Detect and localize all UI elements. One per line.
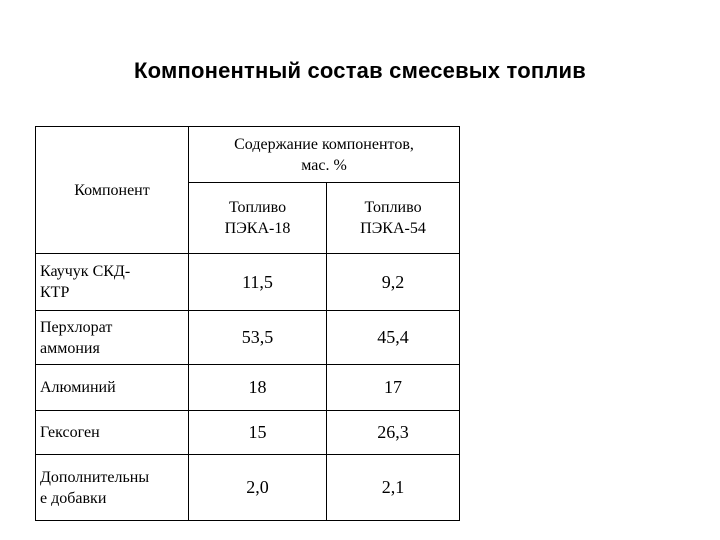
- table-row: [36, 311, 460, 365]
- header-fuel-2: [327, 183, 460, 254]
- header-fuel-1: [189, 183, 327, 254]
- value-fuel-2: 9,2: [327, 254, 460, 311]
- header-fuel-2-line2: ПЭКА-54: [360, 220, 426, 237]
- table-row: [36, 254, 460, 311]
- value-fuel-1: 53,5: [189, 311, 327, 365]
- value-fuel-2: 26,3: [327, 411, 460, 455]
- table-row: [36, 365, 460, 411]
- header-component: [36, 127, 189, 254]
- header-fuel-2-line1: Топливо: [364, 199, 422, 216]
- header-component-label: Компонент: [74, 181, 150, 199]
- component-name-line1: Дополнительны: [40, 468, 150, 486]
- component-name-line1: Каучук СКД-: [40, 263, 131, 280]
- component-name: [36, 411, 189, 455]
- page-title: Компонентный состав смесевых топлив: [134, 58, 586, 83]
- value-fuel-1: 15: [189, 411, 327, 455]
- table-row: [36, 411, 460, 455]
- header-row-top: [36, 127, 460, 183]
- table-row: [36, 455, 460, 521]
- component-name-line2: аммония: [40, 339, 100, 357]
- header-fuel-1-line1: Топливо: [228, 199, 287, 216]
- value-fuel-2: 17: [327, 365, 460, 411]
- component-name: [36, 254, 189, 311]
- component-name: [36, 311, 189, 365]
- value-fuel-1: 11,5: [189, 254, 327, 311]
- value-fuel-2: 45,4: [327, 311, 460, 365]
- component-name-line2: е добавки: [40, 489, 107, 507]
- composition-table: [35, 126, 460, 521]
- component-name: [36, 365, 189, 411]
- component-name-line2: КТР: [40, 284, 70, 301]
- header-fuel-1-line2: ПЭКА-18: [224, 220, 291, 237]
- component-name: [36, 455, 189, 521]
- value-fuel-1: 2,0: [189, 455, 327, 521]
- header-content: [189, 127, 460, 183]
- header-content-line1: Содержание компонентов,: [234, 135, 414, 153]
- component-name-line1: Перхлорат: [40, 318, 113, 336]
- value-fuel-1: 18: [189, 365, 327, 411]
- value-fuel-2: 2,1: [327, 455, 460, 521]
- header-content-line2: мас. %: [301, 156, 347, 174]
- component-name-line1: Гексоген: [40, 424, 100, 441]
- component-name-line1: Алюминий: [40, 379, 116, 396]
